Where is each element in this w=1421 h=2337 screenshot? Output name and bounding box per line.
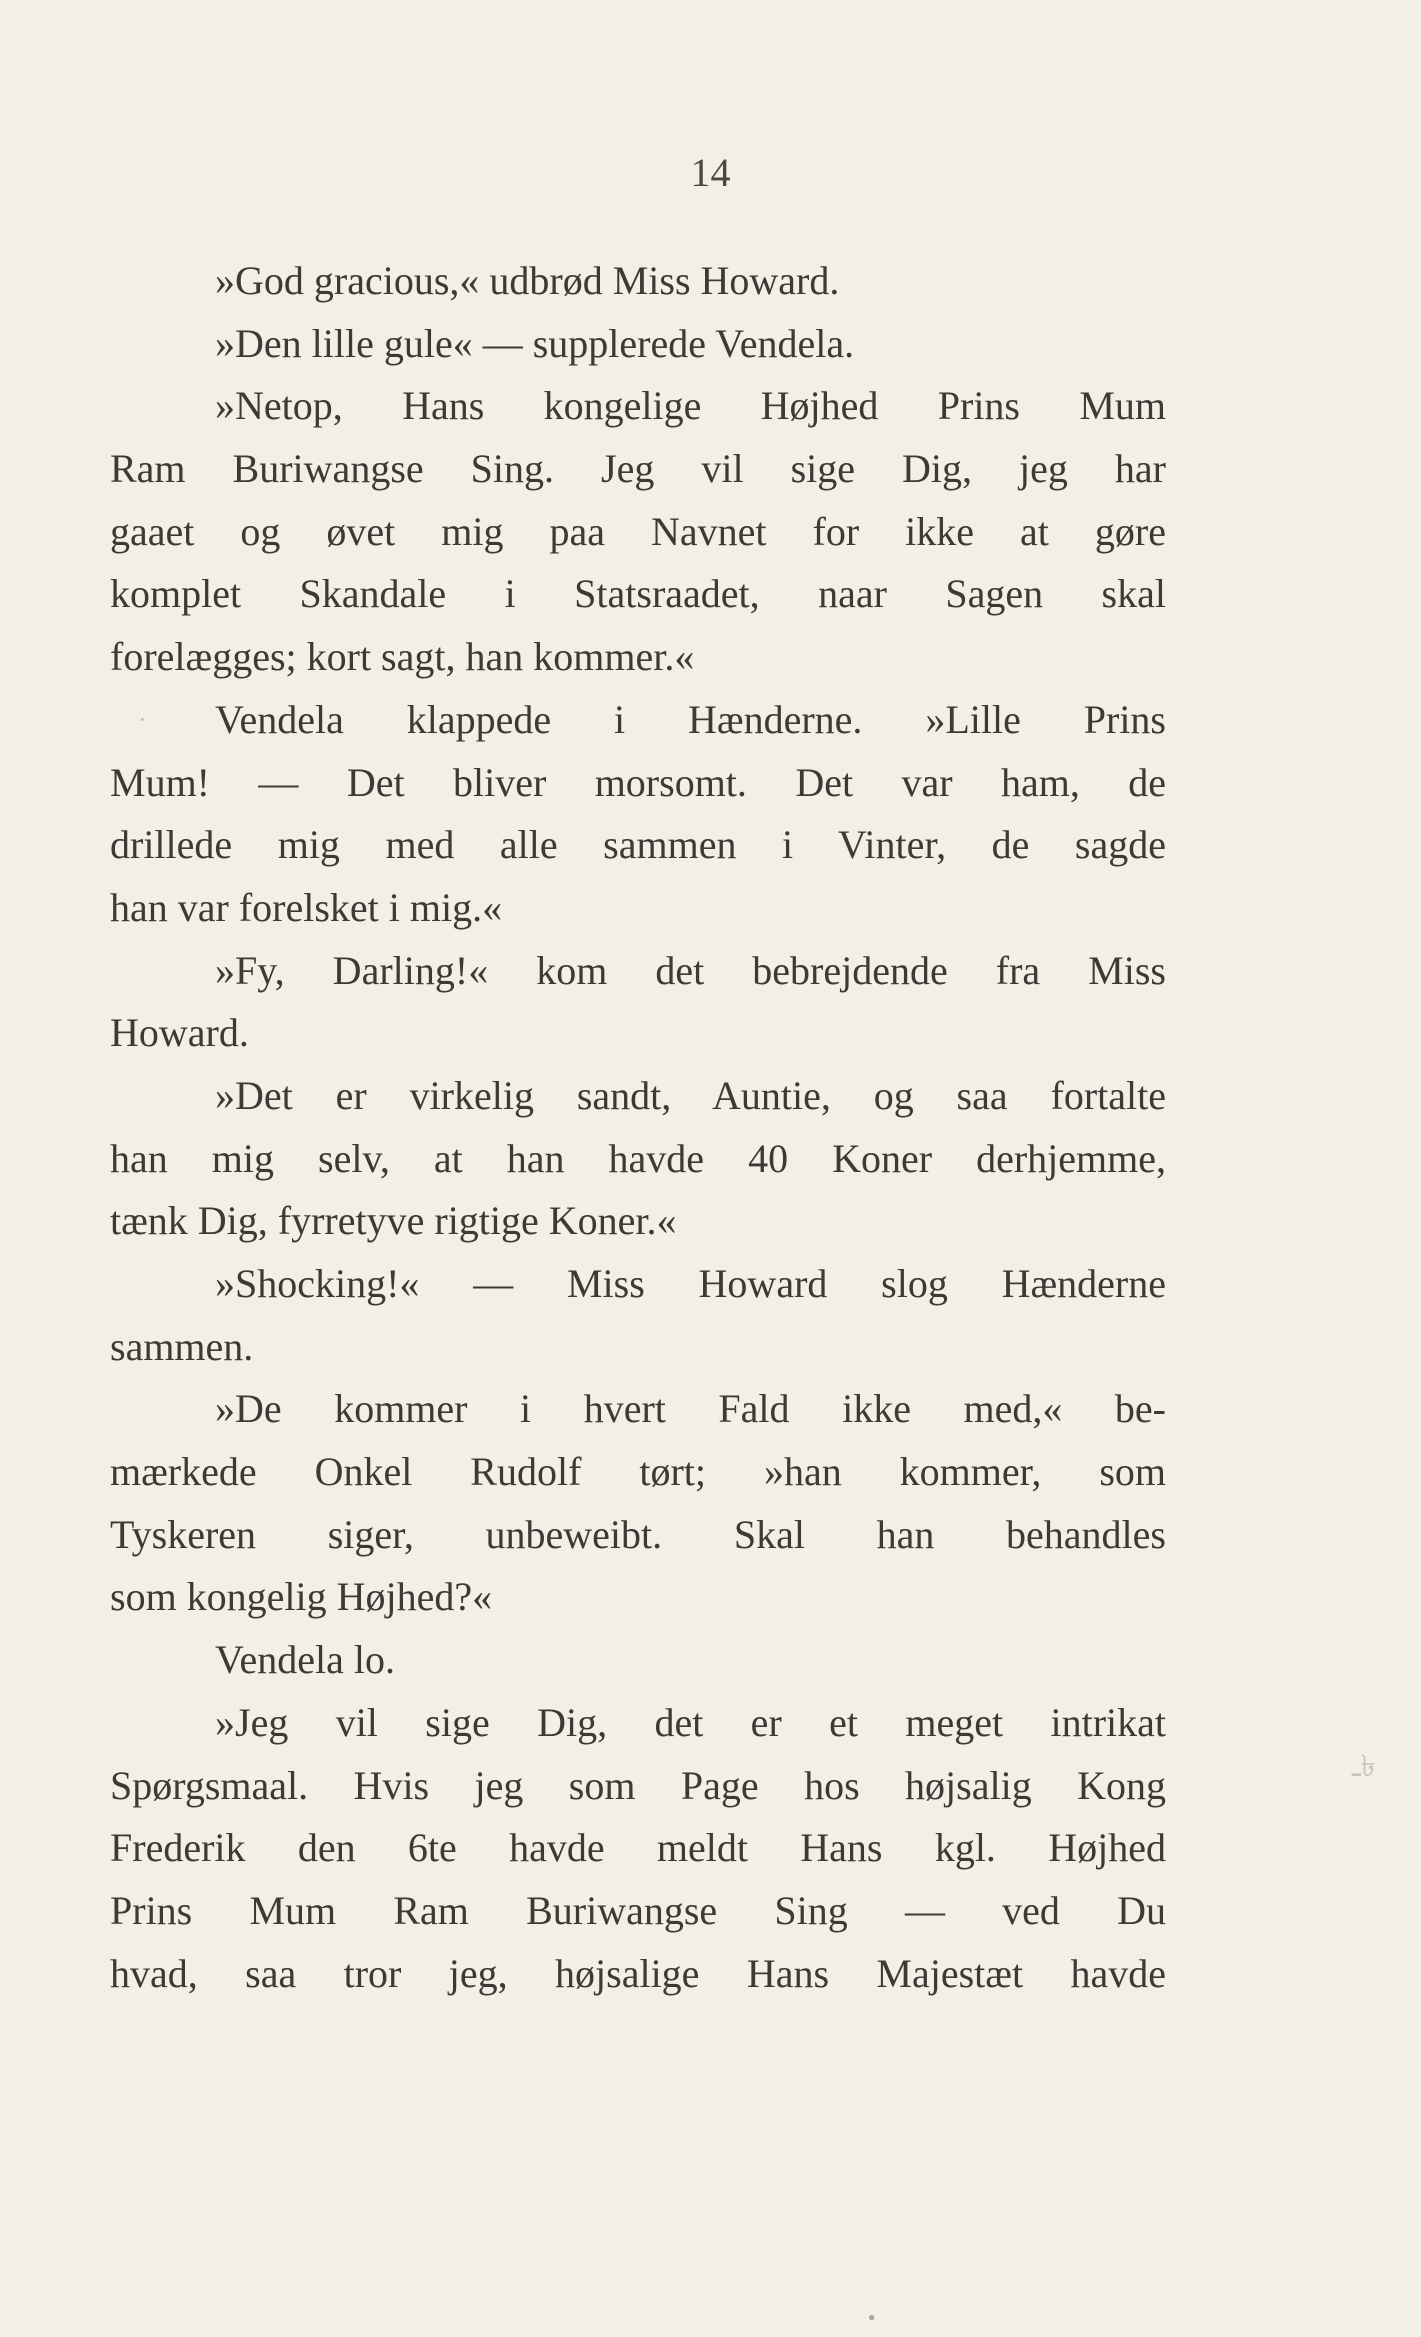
- text-line: Vendela klappede i Hænderne. »Lille Prins: [215, 696, 1166, 742]
- text-line: forelægges; kort sagt, han kommer.«: [110, 634, 695, 680]
- paper-speck: ●: [868, 2310, 876, 2324]
- text-line: »Den lille gule« — supplerede Vendela.: [215, 320, 855, 366]
- text-line: som kongelig Højhed?«: [110, 1574, 493, 1620]
- text-line: »Netop, Hans kongelige Højhed Prins Mum: [215, 383, 1166, 429]
- page-number: 14: [690, 150, 731, 195]
- text-line: Mum! — Det bliver morsomt. Det var ham, de: [110, 759, 1166, 805]
- text-line: Ram Buriwangse Sing. Jeg vil sige Dig, jeg har: [110, 446, 1166, 492]
- text-line: Tyskeren siger, unbeweibt. Skal han behandles: [110, 1511, 1166, 1557]
- text-line: gaaet og øvet mig paa Navnet for ikke at gøre: [110, 508, 1166, 554]
- margin-stain-mark: ـ৳: [1352, 1750, 1376, 1783]
- text-line: han var forelsket i mig.«: [110, 884, 503, 930]
- text-line: Prins Mum Ram Buriwangse Sing — ved Du: [110, 1887, 1166, 1933]
- text-line: »Fy, Darling!« kom det bebrejdende fra Miss: [215, 947, 1166, 993]
- text-line: »Shocking!« — Miss Howard slog Hænderne: [215, 1261, 1166, 1306]
- text-line: drillede mig med alle sammen i Vinter, de sagde: [110, 822, 1166, 868]
- text-line: »God gracious,« udbrød Miss Howard.: [215, 258, 840, 303]
- text-line: mærkede Onkel Rudolf tørt; »han kommer, som: [110, 1449, 1166, 1495]
- text-line: »Det er virkelig sandt, Auntie, og saa fortalte: [215, 1072, 1166, 1118]
- text-line: tænk Dig, fyrretyve rigtige Koner.«: [110, 1198, 677, 1244]
- text-line: Spørgsmaal. Hvis jeg som Page hos højsalig Kong: [110, 1762, 1166, 1808]
- margin-speck: ·: [138, 705, 147, 734]
- text-line: komplet Skandale i Statsraadet, naar Sagen skal: [110, 571, 1166, 617]
- text-line: hvad, saa tror jeg, højsalige Hans Majestæt havde: [110, 1950, 1166, 1996]
- body-text: [110, 250, 1166, 2005]
- text-line: »De kommer i hvert Fald ikke med,« be-: [215, 1386, 1166, 1432]
- text-line: sammen.: [110, 1323, 254, 1369]
- text-line: Frederik den 6te havde meldt Hans kgl. Højhed: [110, 1825, 1166, 1871]
- text-line: han mig selv, at han havde 40 Koner derhjemme,: [110, 1135, 1166, 1181]
- text-line: Howard.: [110, 1010, 249, 1056]
- text-line: »Jeg vil sige Dig, det er et meget intrikat: [215, 1699, 1166, 1745]
- text-line: Vendela lo.: [215, 1637, 395, 1683]
